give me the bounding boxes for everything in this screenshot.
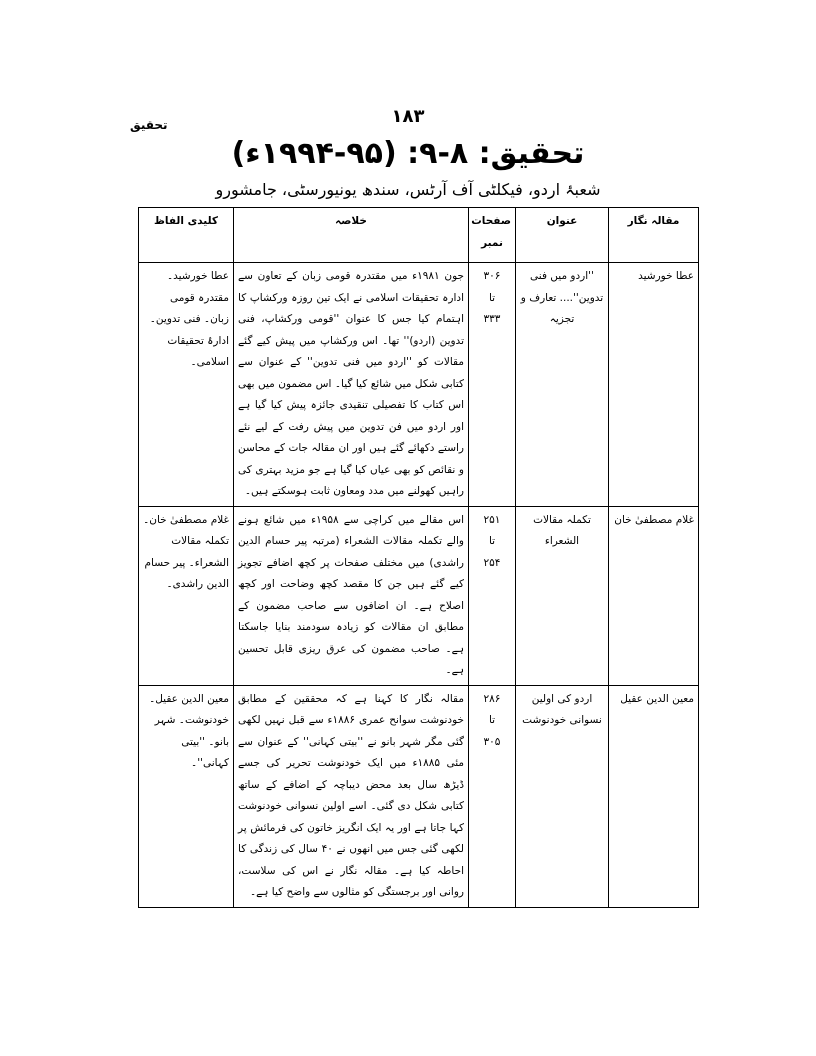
header-title: عنوان bbox=[516, 208, 609, 263]
table-row bbox=[139, 685, 699, 907]
cell-author: غلام مصطفیٰ خان bbox=[609, 506, 699, 685]
running-head: تحقیق bbox=[130, 118, 168, 132]
pages-to: ۲۵۴ bbox=[483, 556, 501, 569]
cell-author: عطا خورشید bbox=[609, 263, 699, 507]
articles-table bbox=[138, 207, 699, 908]
pages-to: ۳۳۳ bbox=[483, 313, 501, 325]
page-subtitle: شعبۂ اردو، فیکلٹی آف آرٹس، سندھ یونیورسٹی، جامشورو bbox=[215, 180, 601, 199]
header-pages: صفحات نمبر bbox=[469, 208, 516, 263]
cell-title: تکملہ مقالات الشعراء bbox=[516, 506, 609, 685]
pages-separator: تا bbox=[488, 535, 496, 547]
page-number: ۱۸۳ bbox=[391, 106, 425, 127]
cell-summary: اس مقالے میں کراچی سے ۱۹۵۸ء میں شائع ہونے والے تکملہ مقالات الشعراء (مرتبہ پیر حسام الدین راشدی) میں مختلف صفحات پر کچھ اضافے تجویز کیے گئے ہیں جن کا مقصد کچھ وضاحت اور کچھ اصلاح ہے۔ ان اضافوں سے صاحب مضمون کے مطابق ان مقالات کو زیادہ سودمند بنایا جاسکتا ہے۔ صاحب مضمون کی عرق ریزی قابل تحسین ہے۔ bbox=[234, 506, 469, 685]
cell-pages bbox=[469, 506, 516, 685]
pages-to: ۳۰۵ bbox=[483, 735, 501, 748]
cell-author: معین الدین عقیل bbox=[609, 685, 699, 907]
pages-from: ۲۸۶ bbox=[483, 692, 501, 705]
table-row bbox=[139, 263, 699, 507]
cell-summary: جون ۱۹۸۱ء میں مقتدرہ قومی زبان کے تعاون سے ادارہ تحقیقات اسلامی نے ایک تین روزہ ورکشاپ کا اہتمام کیا جس کا عنوان ''قومی ورکشاپ، فنی تدوین (اردو)'' تھا۔ اس ورکشاپ میں پیش کیے گئے مقالات کو ''اردو میں فنی تدوین'' کے عنوان سے کتابی شکل میں شائع کیا گیا۔ اس مضمون میں بھی اس کتاب کا تفصیلی تنقیدی جائزہ پیش کیا گیا ہے اور اردو میں فن تدوین میں پیش رفت کے لیے نئے راستے دکھائے گئے ہیں اور ان مقالہ جات کے محاسن و نقائص کو بھی عیاں کیا گیا ہے جو مزید بہتری کی راہیں کھولنے میں مدد ومعاون ثابت ہوسکتے ہیں۔ bbox=[234, 263, 469, 507]
table-row bbox=[139, 506, 699, 685]
table-header-row bbox=[139, 208, 699, 263]
header-summary: خلاصہ bbox=[234, 208, 469, 263]
pages-from: ۲۵۱ bbox=[483, 513, 501, 526]
cell-keywords: معین الدین عقیل۔ خودنوشت۔ شہر بانو۔ ''بیتی کہانی''۔ bbox=[139, 685, 234, 907]
pages-separator: تا bbox=[488, 714, 496, 726]
cell-keywords: غلام مصطفیٰ خان۔ تکملہ مقالات الشعراء۔ پیر حسام الدین راشدی۔ bbox=[139, 506, 234, 685]
page-title: تحقیق: ۸-۹: (۹۵-۱۹۹۴ء) bbox=[231, 136, 585, 171]
cell-pages bbox=[469, 263, 516, 507]
cell-summary: مقالہ نگار کا کہنا ہے کہ محققین کے مطابق خودنوشت سوانح عمری ۱۸۸۶ء سے قبل نہیں لکھی گئی مگر شہر بانو نے ''بیتی کہانی'' کے عنوان سے مئی ۱۸۸۵ء میں ایک خودنوشت تحریر کی جسے ڈیڑھ سال بعد محض دیباچہ کے اضافے کے ساتھ کتابی شکل دی گئی۔ اسے اولین نسوانی خودنوشت کہا جاتا ہے اور یہ ایک انگریز خاتون کی فرمائش پر لکھی گئی جس میں انھوں نے ۴۰ سال کی زندگی کا احاطہ کیا ہے۔ مقالہ نگار نے اس کی سلاست، روانی اور برجستگی کو مثالوں سے واضح کیا ہے۔ bbox=[234, 685, 469, 907]
pages-from: ۳۰۶ bbox=[483, 270, 501, 282]
cell-title: اردو کی اولین نسوانی خودنوشت bbox=[516, 685, 609, 907]
header-author: مقالہ نگار bbox=[609, 208, 699, 263]
pages-separator: تا bbox=[488, 291, 496, 304]
cell-pages bbox=[469, 685, 516, 907]
header-keywords: کلیدی الفاظ bbox=[139, 208, 234, 263]
cell-keywords: عطا خورشید۔ مقتدرہ قومی زبان۔ فنی تدوین۔ ادارۂ تحقیقات اسلامی۔ bbox=[139, 263, 234, 507]
cell-title: ''اردو میں فنی تدوین''.... تعارف و تجزیہ bbox=[516, 263, 609, 507]
